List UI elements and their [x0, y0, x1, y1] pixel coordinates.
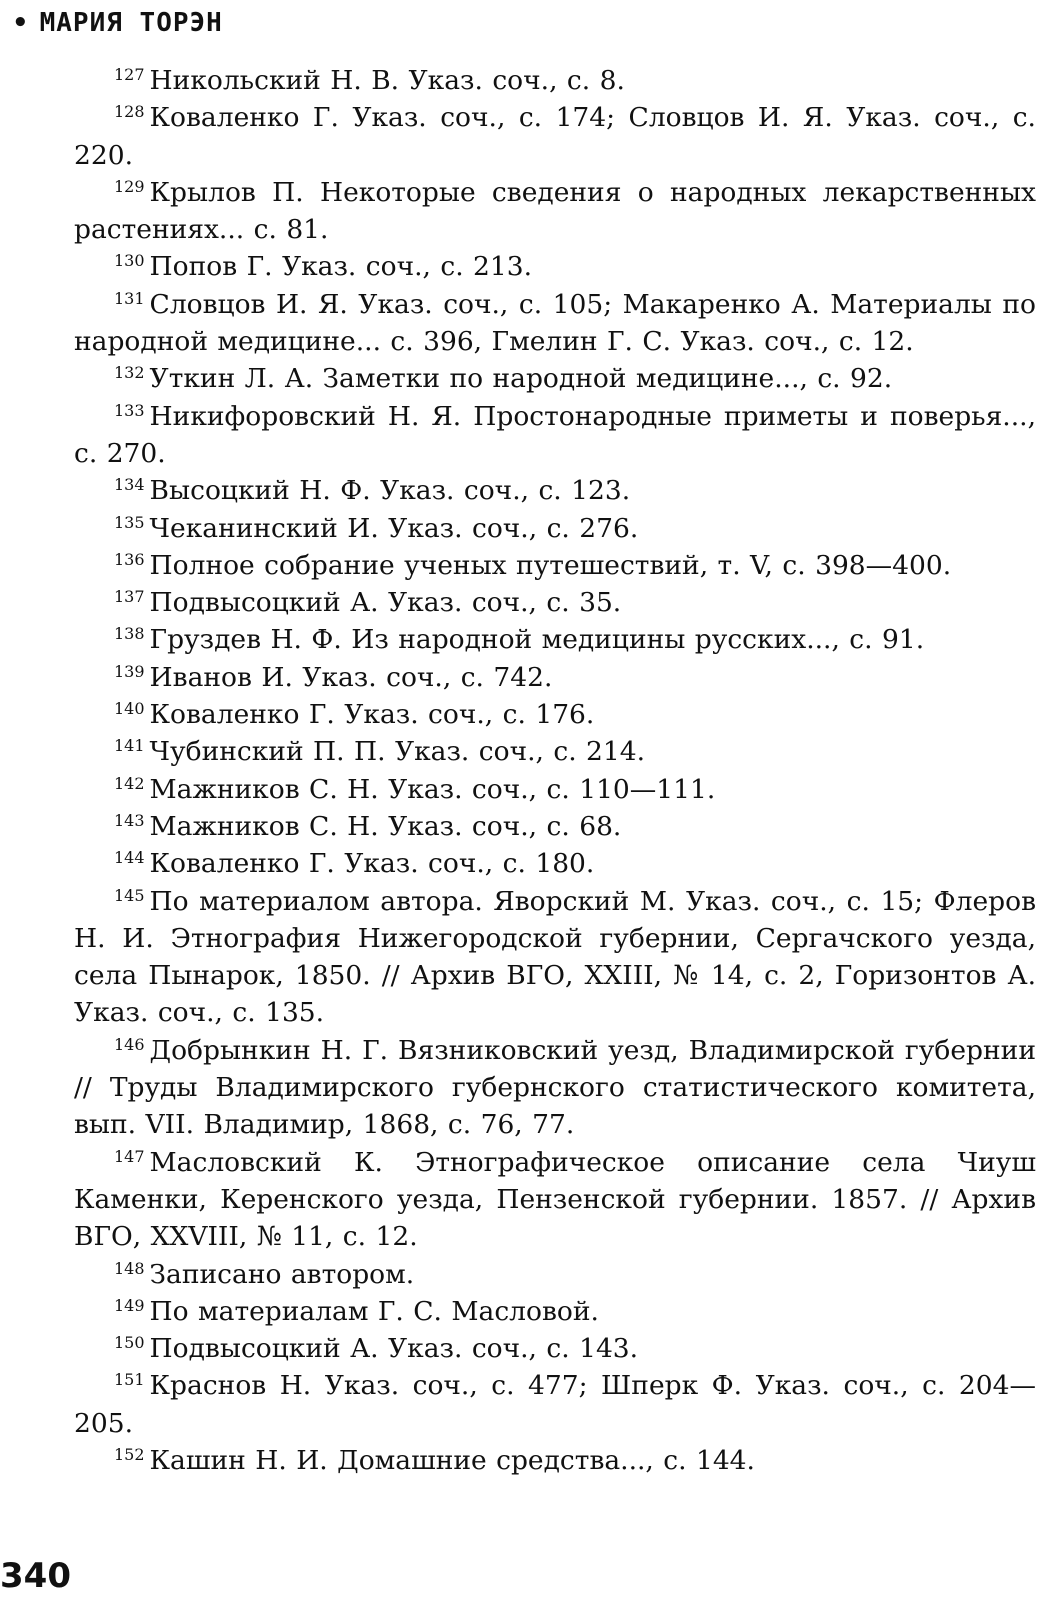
endnote — [74, 1367, 1036, 1442]
endnote — [74, 1293, 1036, 1330]
endnote — [74, 174, 1036, 249]
endnote-text: Словцов И. Я. Указ. соч., с. 105; Макаренко А. Материалы по народной медицине... с. 396, Гмелин Г. С. Указ. соч., с. 12. — [74, 288, 1036, 358]
endnote-number: 128 — [114, 102, 145, 122]
endnote-text: Коваленко Г. Указ. соч., с. 176. — [149, 699, 595, 731]
endnote-text: Чубинский П. П. Указ. соч., с. 214. — [149, 736, 646, 768]
endnote — [74, 472, 1036, 509]
endnote-number: 141 — [114, 736, 145, 756]
endnote — [74, 62, 1036, 99]
endnote-text: Мажников С. Н. Указ. соч., с. 110—111. — [149, 773, 716, 805]
endnote-text: Записано автором. — [149, 1258, 415, 1290]
endnote-text: Высоцкий Н. Ф. Указ. соч., с. 123. — [149, 475, 631, 507]
endnote — [74, 771, 1036, 808]
endnote-text: Чеканинский И. Указ. соч., с. 276. — [149, 512, 639, 544]
running-head — [12, 6, 223, 40]
endnote-number: 131 — [114, 288, 145, 308]
page-number: 340 — [0, 1556, 71, 1596]
endnote-text: Никифоровский Н. Я. Простонародные приметы и поверья..., с. 270. — [74, 400, 1036, 469]
endnote-number: 130 — [114, 251, 145, 271]
endnote — [74, 621, 1036, 658]
endnote-text: Полное собрание ученых путешествий, т. V, с. 398—400. — [149, 549, 952, 581]
endnote-number: 129 — [114, 176, 145, 196]
endnote — [74, 845, 1036, 882]
endnote-number: 143 — [114, 810, 145, 830]
endnote — [74, 584, 1036, 621]
endnote-text: Краснов Н. Указ. соч., с. 477; Шперк Ф. Указ. соч., с. 204—205. — [74, 1370, 1036, 1439]
endnote-text: Мажников С. Н. Указ. соч., с. 68. — [149, 810, 622, 842]
endnote — [74, 883, 1036, 1032]
endnote-number: 146 — [114, 1034, 145, 1054]
endnote-number: 147 — [114, 1146, 145, 1166]
endnote — [74, 248, 1036, 285]
endnote-number: 149 — [114, 1295, 145, 1315]
endnote — [74, 1256, 1036, 1293]
endnote — [74, 1330, 1036, 1367]
endnote-text: Коваленко Г. Указ. соч., с. 180. — [149, 848, 595, 880]
endnote-number: 132 — [114, 363, 145, 383]
endnote-text: Коваленко Г. Указ. соч., с. 174; Словцов И. Я. Указ. соч., с. 220. — [74, 102, 1036, 171]
endnote — [74, 398, 1036, 473]
endnote-number: 137 — [114, 587, 145, 607]
endnote-text: По материалом автора. Яворский М. Указ. соч., с. 15; Флеров Н. И. Этнография Нижегородской губернии, Сергачского уезда, села Пынарок, 1850. // Архив ВГО, XXIII, № 14, с. 2, Горизонтов А. Указ. соч., с. 135. — [74, 885, 1036, 1029]
endnote-number: 148 — [114, 1258, 145, 1278]
endnote-number: 151 — [114, 1370, 145, 1390]
endnote-text: Никольский Н. В. Указ. соч., с. 8. — [149, 65, 625, 96]
endnote-text: Уткин Л. А. Заметки по народной медицине..., с. 92. — [149, 363, 893, 395]
endnote-number: 133 — [114, 400, 145, 420]
endnote-number: 150 — [114, 1333, 145, 1353]
endnote — [74, 696, 1036, 733]
endnote — [74, 1144, 1036, 1256]
endnote-number: 127 — [114, 65, 145, 84]
endnote-text: Подвысоцкий А. Указ. соч., с. 35. — [149, 587, 622, 619]
endnote — [74, 808, 1036, 845]
running-head-bullet: • — [12, 8, 30, 38]
endnote-text: Масловский К. Этнографическое описание села Чиуш Каменки, Керенского уезда, Пензенской губернии. 1857. // Архив ВГО, XXVIII, № 11, с. 12. — [74, 1146, 1036, 1253]
endnote — [74, 510, 1036, 547]
endnote — [74, 1442, 1036, 1479]
endnote-number: 136 — [114, 549, 145, 569]
endnote-number: 145 — [114, 885, 145, 905]
endnote-text: Попов Г. Указ. соч., с. 213. — [149, 251, 533, 283]
endnote-text: Добрынкин Н. Г. Вязниковский уезд, Владимирской губернии // Труды Владимирского губернского статистического комитета, вып. VII. Владимир, 1868, с. 76, 77. — [74, 1034, 1036, 1141]
endnote — [74, 659, 1036, 696]
endnote-text: Кашин Н. И. Домашние средства..., с. 144. — [149, 1444, 755, 1476]
endnote-number: 144 — [114, 848, 145, 868]
endnote — [74, 1032, 1036, 1144]
endnotes-list — [74, 62, 1036, 1479]
endnote-text: По материалам Г. С. Масловой. — [149, 1295, 599, 1327]
endnote-number: 142 — [114, 773, 145, 793]
endnote-text: Иванов И. Указ. соч., с. 742. — [149, 661, 553, 693]
endnote — [74, 547, 1036, 584]
endnote-number: 138 — [114, 624, 145, 644]
endnote-text: Крылов П. Некоторые сведения о народных лекарственных растениях... с. 81. — [74, 176, 1036, 246]
endnote-number: 134 — [114, 475, 145, 495]
endnote — [74, 360, 1036, 397]
endnote — [74, 286, 1036, 361]
endnote-number: 152 — [114, 1444, 145, 1464]
endnote-text: Подвысоцкий А. Указ. соч., с. 143. — [149, 1333, 639, 1365]
running-head-title: МАРИЯ ТОРЭН — [39, 8, 223, 38]
endnote-number: 135 — [114, 512, 145, 532]
endnote-number: 139 — [114, 661, 145, 681]
endnote — [74, 733, 1036, 770]
endnote-number: 140 — [114, 699, 145, 719]
endnote-text: Груздев Н. Ф. Из народной медицины русских..., с. 91. — [149, 624, 925, 656]
endnote — [74, 99, 1036, 174]
